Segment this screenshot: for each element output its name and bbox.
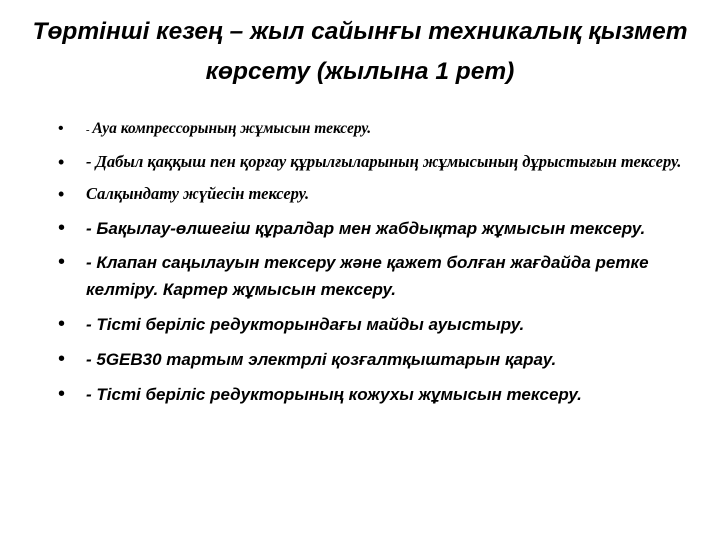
bullet-item (58, 381, 688, 408)
bullet-text: - Клапан саңылауын тексеру және қажет болған жағдайда ретке келтіру. Картер жұмысын тексеру. (86, 253, 649, 299)
bullet-text: - 5GEB30 тартым электрлі қозғалтқыштарын қарау. (86, 350, 557, 369)
bullet-item (58, 118, 688, 141)
bullet-text: - Дабыл қаққыш пен қорғау құрылғыларының жұмысының дұрыстығын тексеру. (86, 152, 682, 171)
bullet-item (58, 346, 688, 373)
slide-title: Төртінші кезең – жыл сайынғы техникалық қызмет көрсету (жылына 1 рет) (32, 18, 688, 85)
bullet-dot-icon: • (58, 383, 66, 405)
bullet-item (58, 215, 688, 242)
bullet-dot-icon: • (58, 184, 65, 204)
bullet-text: - Тісті беріліс редукторының кожухы жұмысын тексеру. (86, 385, 582, 404)
bullet-dot-icon: • (58, 348, 66, 370)
bullet-item (58, 249, 688, 303)
bullet-item (58, 150, 688, 174)
bullet-dot-icon: • (58, 120, 64, 137)
bullet-dot-icon: • (58, 251, 66, 273)
bullet-dot-icon: • (58, 313, 66, 335)
bullet-lead: - (86, 124, 93, 136)
bullet-item (58, 183, 688, 205)
bullet-text: - Бақылау-өлшегіш құралдар мен жабдықтар жұмысын тексеру. (86, 219, 646, 238)
bullet-list (58, 118, 688, 416)
bullet-text: - Тісті беріліс редукторындағы майды ауыстыру. (86, 315, 525, 334)
bullet-text: Ауа компрессорының жұмысын тексеру. (92, 120, 372, 137)
bullet-dot-icon: • (58, 217, 66, 239)
bullet-item (58, 311, 688, 338)
bullet-dot-icon: • (58, 152, 65, 172)
bullet-text: Салқындату жүйесін тексеру. (86, 184, 310, 203)
